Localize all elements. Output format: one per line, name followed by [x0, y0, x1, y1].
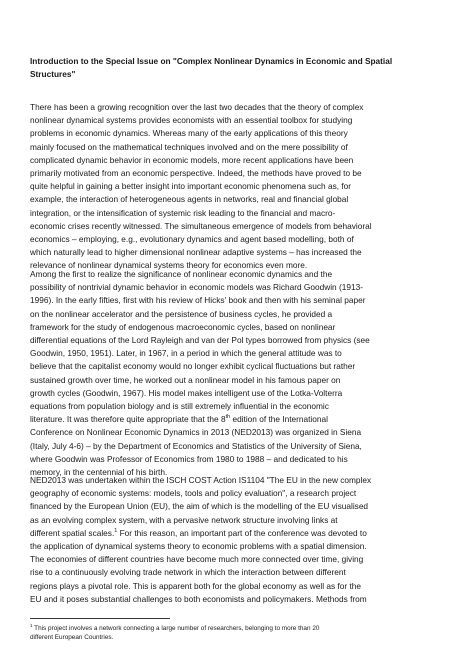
text-span: For this reason, an important part of the conference was devoted to	[117, 527, 367, 538]
text-line: quite helpful in gaining a better insight into important economic phenomena such as, for	[30, 181, 352, 192]
text-line: integration, or the intensification of systemic risk leading to the financial and macro-	[30, 207, 336, 218]
text-line: as an evolving complex system, with a pervasive network structure involving links at	[30, 514, 338, 525]
paragraph-1	[30, 101, 450, 273]
text-line: NED2013 was undertaken within the ISCH COST Action IS1104 "The EU in the new complex	[30, 475, 372, 485]
text-line: believe that the capitalist economy would no longer exhibit cyclical fluctuations but rather	[30, 361, 356, 372]
text-line: There has been a growing recognition over the last two decades that the theory of complex	[30, 102, 364, 112]
text-span: literature. It was therefore quite appropriate that the 8	[30, 414, 226, 425]
paragraph-3	[30, 474, 450, 606]
text-line: Conference on Nonlinear Economic Dynamics in 2013 (NED2013) was organized in Siena	[30, 427, 362, 438]
text-line: sustained growth over time, he worked out a nonlinear model in his famous paper on	[30, 374, 341, 385]
text-line: differential equations of the Lord Rayleigh and van der Pol types borrowed from physics (see	[30, 335, 370, 346]
text-line: framework for the study of endogenous macroeconomic cycles, based on nonlinear	[30, 321, 336, 332]
footnote-reference: 1	[114, 527, 118, 534]
text-line: (Italy, July 4-6) – by the Department of Economics and Statistics of the University of Siena,	[30, 440, 362, 451]
text-span: different spatial scales.	[30, 527, 115, 538]
text-line-with-footnote-mark	[30, 527, 450, 540]
text-line: geography of economic systems: models, tools and policy evaluation", a research project	[30, 488, 357, 499]
text-line: Among the first to realize the significance of nonlinear economic dynamics and the	[30, 269, 333, 279]
title-line: Structures"	[30, 68, 76, 79]
footnote	[30, 624, 450, 642]
text-line: which naturally lead to higher dimensional nonlinear adaptive systems – has increased the	[30, 247, 362, 258]
text-line: memory, in the centennial of his birth.	[30, 467, 168, 478]
text-line: mainly focused on the mathematical techniques involved and on the mere possibility of	[30, 141, 348, 152]
paper-title	[30, 55, 450, 80]
footnote-mark: 1	[30, 623, 33, 628]
text-line: financed by the European Union (EU), the aim of which is the modelling of the EU visualised	[30, 501, 369, 512]
text-line: EU and it poses substantial challenges to both economists and policymakers. Methods from	[30, 593, 367, 604]
text-line: economic crises recently witnessed. The simultaneous emergence of models from behavioral	[30, 220, 372, 231]
text-line: 1996). In the early fifties, first with his review of Hicks' book and then with his seminal paper	[30, 295, 366, 306]
text-line: regions plays a pivotal role. This is apparent both for the global economy as well as for the	[30, 580, 361, 591]
text-line: nonlinear dynamical systems provides economists with an essential toolbox for studying	[30, 115, 353, 126]
text-line: on the nonlinear accelerator and the persistence of business cycles, he provided a	[30, 308, 333, 319]
text-line-with-superscript	[30, 413, 450, 426]
footnote-line: different European Countries.	[30, 634, 114, 641]
footnote-line	[30, 624, 450, 633]
footnote-text: This project involves a network connecting a large number of researchers, belonging to more than 20	[32, 625, 320, 632]
text-line: problems in economic dynamics. Whereas many of the early applications of this theory	[30, 128, 348, 139]
text-line: economics – employing, e.g., evolutionary dynamics and agent based modelling, both of	[30, 234, 354, 245]
text-span: edition of the International	[230, 414, 328, 425]
text-line: example, the interaction of heterogeneous agents in networks, real and financial global	[30, 194, 349, 205]
text-line: equations from population biology and is still extremely influential in the economic	[30, 401, 329, 412]
text-line: possibility of nontrivial dynamic behavior in economic models was Richard Goodwin (1913-	[30, 282, 363, 293]
text-line: relevance of nonlinear dynamical systems theory for economics even more.	[30, 260, 308, 271]
text-line: Goodwin, 1950, 1951). Later, in 1967, in a period in which the general attitude was to	[30, 348, 342, 359]
text-line: where Goodwin was Professor of Economics from 1980 to 1988 – and dedicated to his	[30, 453, 348, 464]
text-line: the application of dynamical systems theory to economic problems with a spatial dimension.	[30, 541, 367, 552]
footnote-separator	[30, 618, 170, 619]
text-line: rise to a continuously evolving trade network in which the interaction between different	[30, 567, 346, 578]
title-line: Introduction to the Special Issue on "Complex Nonlinear Dynamics in Economic and Spatial	[30, 56, 393, 66]
ordinal-superscript: th	[225, 414, 231, 421]
paragraph-2	[30, 268, 450, 479]
text-line: complicated dynamic behavior in economic models, more recent applications have been	[30, 154, 354, 165]
text-line: The economies of different countries have become much more connected over time, giving	[30, 554, 364, 565]
text-line: growth cycles (Goodwin, 1967). His model makes intelligent use of the Lotka-Volterra	[30, 387, 343, 398]
text-line: primarily motivated from an economic perspective. Indeed, the methods have proved to be	[30, 168, 362, 179]
